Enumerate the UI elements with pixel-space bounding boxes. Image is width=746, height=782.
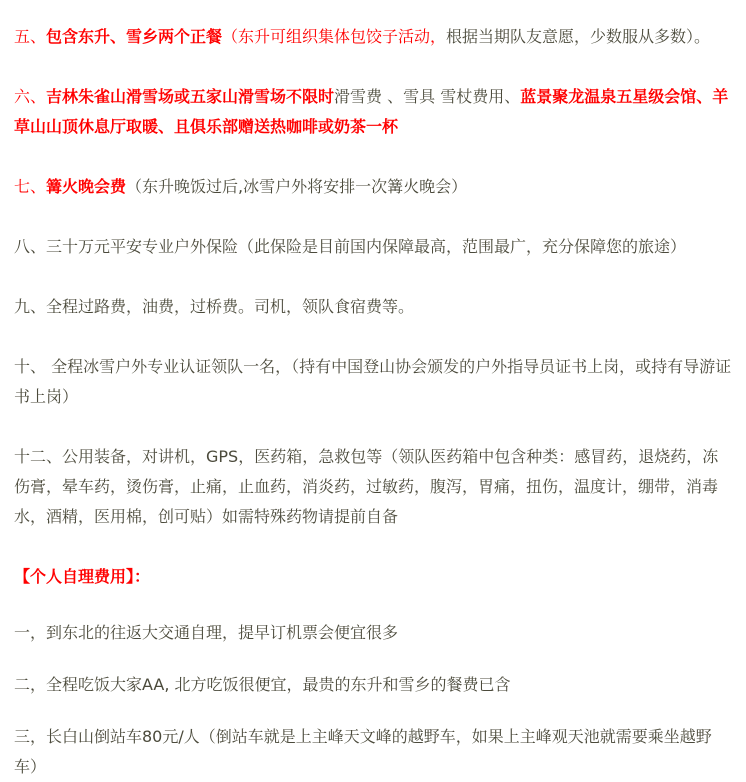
included-fee-item-8 <box>14 232 734 262</box>
item-10-text: 十、 全程冰雪户外专业认证领队一名，（持有中国登山协会颁发的户外指导员证书上岗，或持有导游证书上岗） <box>14 357 732 406</box>
included-fee-item-12 <box>14 442 734 532</box>
self-paid-item-1-text: 一，到东北的往返大交通自理，提早订机票会便宜很多 <box>14 623 399 642</box>
included-fee-item-7 <box>14 172 734 202</box>
self-paid-item-3 <box>14 722 734 782</box>
item-6-highlight-1: 吉林朱雀山滑雪场或五家山滑雪场不限时 <box>46 87 335 106</box>
item-5-highlight: 包含东升、雪乡两个正餐 <box>46 27 223 46</box>
item-9-text: 九、全程过路费，油费，过桥费。司机，领队食宿费等。 <box>14 297 415 316</box>
self-paid-item-2-text: 二，全程吃饭大家AA, 北方吃饭很便宜，最贵的东升和雪乡的餐费已含 <box>14 675 511 694</box>
item-7-number: 七、 <box>14 177 47 196</box>
included-fee-item-6 <box>14 82 734 142</box>
self-paid-item-1 <box>14 618 734 648</box>
self-paid-item-2 <box>14 670 734 700</box>
included-fee-item-10 <box>14 352 734 412</box>
item-12-text: 十二、公用装备，对讲机，GPS，医药箱，急救包等（领队医药箱中包含种类：感冒药，退烧药，冻伤膏，晕车药，烫伤膏，止痛，止血药，消炎药，过敏药，腹泻，胃痛，扭伤，温度计，绷带，消毒水，酒精，医用棉，创可贴）如需特殊药物请提前自备 <box>14 447 719 526</box>
included-fee-item-5 <box>14 22 734 52</box>
item-5-note-plain: 根据当期队友意愿，少数服从多数）。 <box>446 27 711 46</box>
item-6-plain: 滑雪费 、雪具 雪杖费用、 <box>334 87 521 106</box>
item-7-plain: （东升晚饭过后,冰雪户外将安排一次篝火晚会） <box>126 177 468 196</box>
included-fee-item-9 <box>14 292 734 322</box>
item-5-number: 五、 <box>14 27 47 46</box>
item-8-text: 八、三十万元平安专业户外保险（此保险是目前国内保障最高，范围最广，充分保障您的旅途） <box>14 237 687 256</box>
self-paid-item-3-text: 三，长白山倒站车80元/人（倒站车就是上主峰天文峰的越野车，如果上主峰观天池就需要乘坐越野车） <box>14 727 712 776</box>
item-6-highlight-2: 蓝景聚龙温泉五星级会馆、羊草山山顶休息厅取暖、且俱乐部赠送热咖啡或奶茶一杯 <box>14 87 729 136</box>
item-5-note-red: （东升可组织集体包饺子活动， <box>222 27 447 46</box>
item-7-highlight: 篝火晚会费 <box>46 177 127 196</box>
item-6-number: 六、 <box>14 87 47 106</box>
self-paid-fees-header <box>14 562 734 592</box>
self-paid-fees-title: 【个人自理费用】： <box>14 567 151 586</box>
